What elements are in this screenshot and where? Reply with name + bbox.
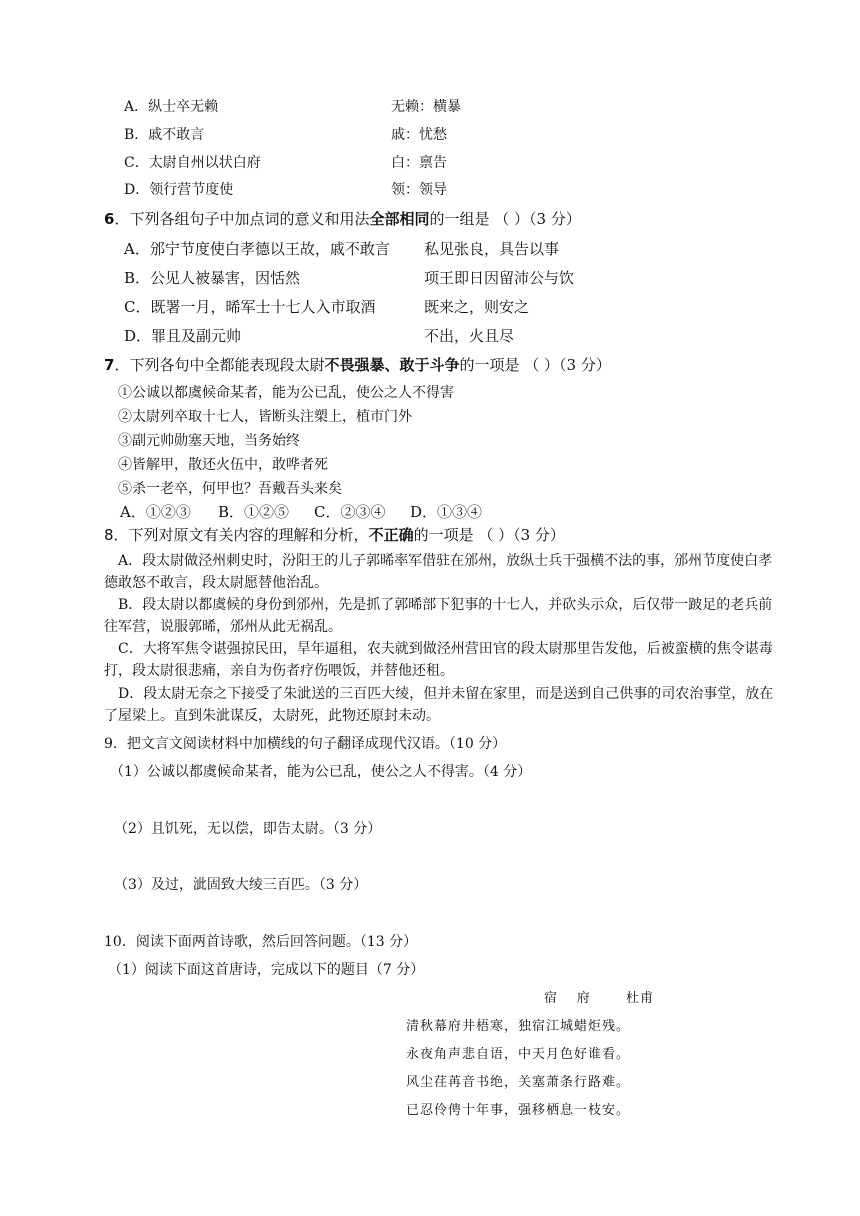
q9-stem: 9．把文言文阅读材料中加横线的句子翻译成现代汉语。（10 分） xyxy=(104,736,507,752)
q6-option-b-right: 项王即日因留沛公与饮 xyxy=(424,269,575,287)
question-number: 8 xyxy=(104,526,114,544)
q7-item-3: ③副元帅勋塞天地，当务始终 xyxy=(118,433,300,449)
q6-option-a: A．邠宁节度使白孝德以王故，戚不敢言 xyxy=(124,240,390,258)
q9-item-1: （1）公诚以都虞候命某者，能为公已乱，使公之人不得害。（4 分） xyxy=(110,764,532,780)
q5-option-b: B．戚不敢言 xyxy=(124,127,205,143)
q7-item-2: ②太尉列卒取十七人，皆断头注槊上，植市门外 xyxy=(118,409,412,425)
q7-item-5: ⑤杀一老卒，何甲也？吾戴吾头来矣 xyxy=(118,481,342,497)
q7-choice-a: A．①②③ xyxy=(120,503,191,521)
poem-line-4: 已忍伶俜十年事，强移栖息一枝安。 xyxy=(406,1103,631,1118)
q6-stem xyxy=(104,208,581,229)
stem-tail: 的一项是 （ ）（3 分） xyxy=(459,356,611,374)
stem-emphasis: 全部相同 xyxy=(369,210,430,228)
q7-item-1: ①公诚以都虞候命某者，能为公已乱，使公之人不得害 xyxy=(118,385,454,401)
q8-option-a: A．段太尉做泾州刺史时，汾阳王的儿子郭晞率军借驻在邠州，放纵士兵干强横不法的事，邠州节度使白孝德敢怒不敢言，段太尉愿替他治乱。 xyxy=(104,553,773,591)
q5-gloss-b: 戚：忧愁 xyxy=(391,127,447,143)
poem-line-3: 风尘荏苒音书绝，关塞萧条行路难。 xyxy=(406,1075,631,1090)
q6-option-c: C．既署一月，晞军士十七人入市取酒 xyxy=(124,298,376,316)
q5-gloss-d: 领：领导 xyxy=(391,182,447,198)
q6-option-a-right: 私见张良，具告以事 xyxy=(424,240,560,258)
stem-text: ．下列对原文有关内容的理解和分析， xyxy=(113,526,369,544)
stem-emphasis: 不正确 xyxy=(368,526,414,544)
poem-line-1: 清秋幕府井梧寒，独宿江城蜡炬残。 xyxy=(406,1019,631,1034)
q7-item-4: ④皆解甲，散还火伍中，敢哗者死 xyxy=(118,457,328,473)
question-number: 6 xyxy=(104,210,115,228)
q5-option-a: A．纵士卒无赖 xyxy=(124,99,219,115)
q6-option-d: D．罪且及副元帅 xyxy=(124,327,242,345)
q8-option-b: B．段太尉以都虞候的身份到邠州，先是抓了郭晞部下犯事的十七人，并砍头示众，后仅带一跛足的老兵前往军营，说服郭晞，邠州从此无祸乱。 xyxy=(104,597,773,635)
stem-text: ．下列各句中全都能表现段太尉 xyxy=(114,356,325,374)
q6-option-d-right: 不出，火且尽 xyxy=(424,327,515,345)
q7-choice-d: D．①③④ xyxy=(410,503,483,521)
q10-sub: （1）阅读下面这首唐诗，完成以下的题目（7 分） xyxy=(108,962,425,978)
q7-choice-b: B．①②⑤ xyxy=(218,503,290,521)
poem-line-2: 永夜角声悲自语，中天月色好谁看。 xyxy=(406,1047,631,1062)
stem-tail: 的一项是 （ ）（3 分） xyxy=(413,526,565,544)
stem-tail: 的一组是 （ ）（3 分） xyxy=(429,210,581,228)
q5-option-d: D．领行营节度使 xyxy=(124,182,234,198)
question-number: 7 xyxy=(104,356,115,374)
q7-choice-c: C．②③④ xyxy=(314,503,386,521)
q5-option-c: C．太尉自州以状白府 xyxy=(124,155,261,171)
q5-gloss-c: 白：禀告 xyxy=(391,155,447,171)
q10-stem: 10．阅读下面两首诗歌，然后回答问题。（13 分） xyxy=(104,934,418,950)
q6-option-b: B．公见人被暴害，因恬然 xyxy=(124,269,301,287)
q9-item-2: （2）且饥死，无以偿，即告太尉。（3 分） xyxy=(114,821,382,837)
q5-gloss-a: 无赖：横暴 xyxy=(391,99,461,115)
stem-emphasis: 不畏强暴、敢于斗争 xyxy=(324,356,460,374)
stem-text: ．下列各组句子中加点词的意义和用法 xyxy=(114,210,370,228)
q8-option-c: C．大将军焦令谌强掠民田，旱年逼租，农夫就到做泾州营田官的段太尉那里告发他，后被蛮横的焦令谌毒打，段太尉很悲痛，亲自为伤者疗伤喂饭，并替他还租。 xyxy=(104,641,773,679)
q6-option-c-right: 既来之，则安之 xyxy=(424,298,530,316)
poem-title: 宿 府 xyxy=(544,991,591,1006)
poem-author: 杜甫 xyxy=(626,991,655,1006)
q8-option-d: D．段太尉无奈之下接受了朱泚送的三百匹大绫，但并未留在家里，而是送到自己供事的司农治事堂，放在了屋梁上。直到朱泚谋反，太尉死，此物还原封未动。 xyxy=(104,686,774,724)
q8-stem xyxy=(104,524,565,545)
q7-stem xyxy=(104,354,611,375)
q9-item-3: （3）及过，泚固致大绫三百匹。（3 分） xyxy=(114,877,368,893)
